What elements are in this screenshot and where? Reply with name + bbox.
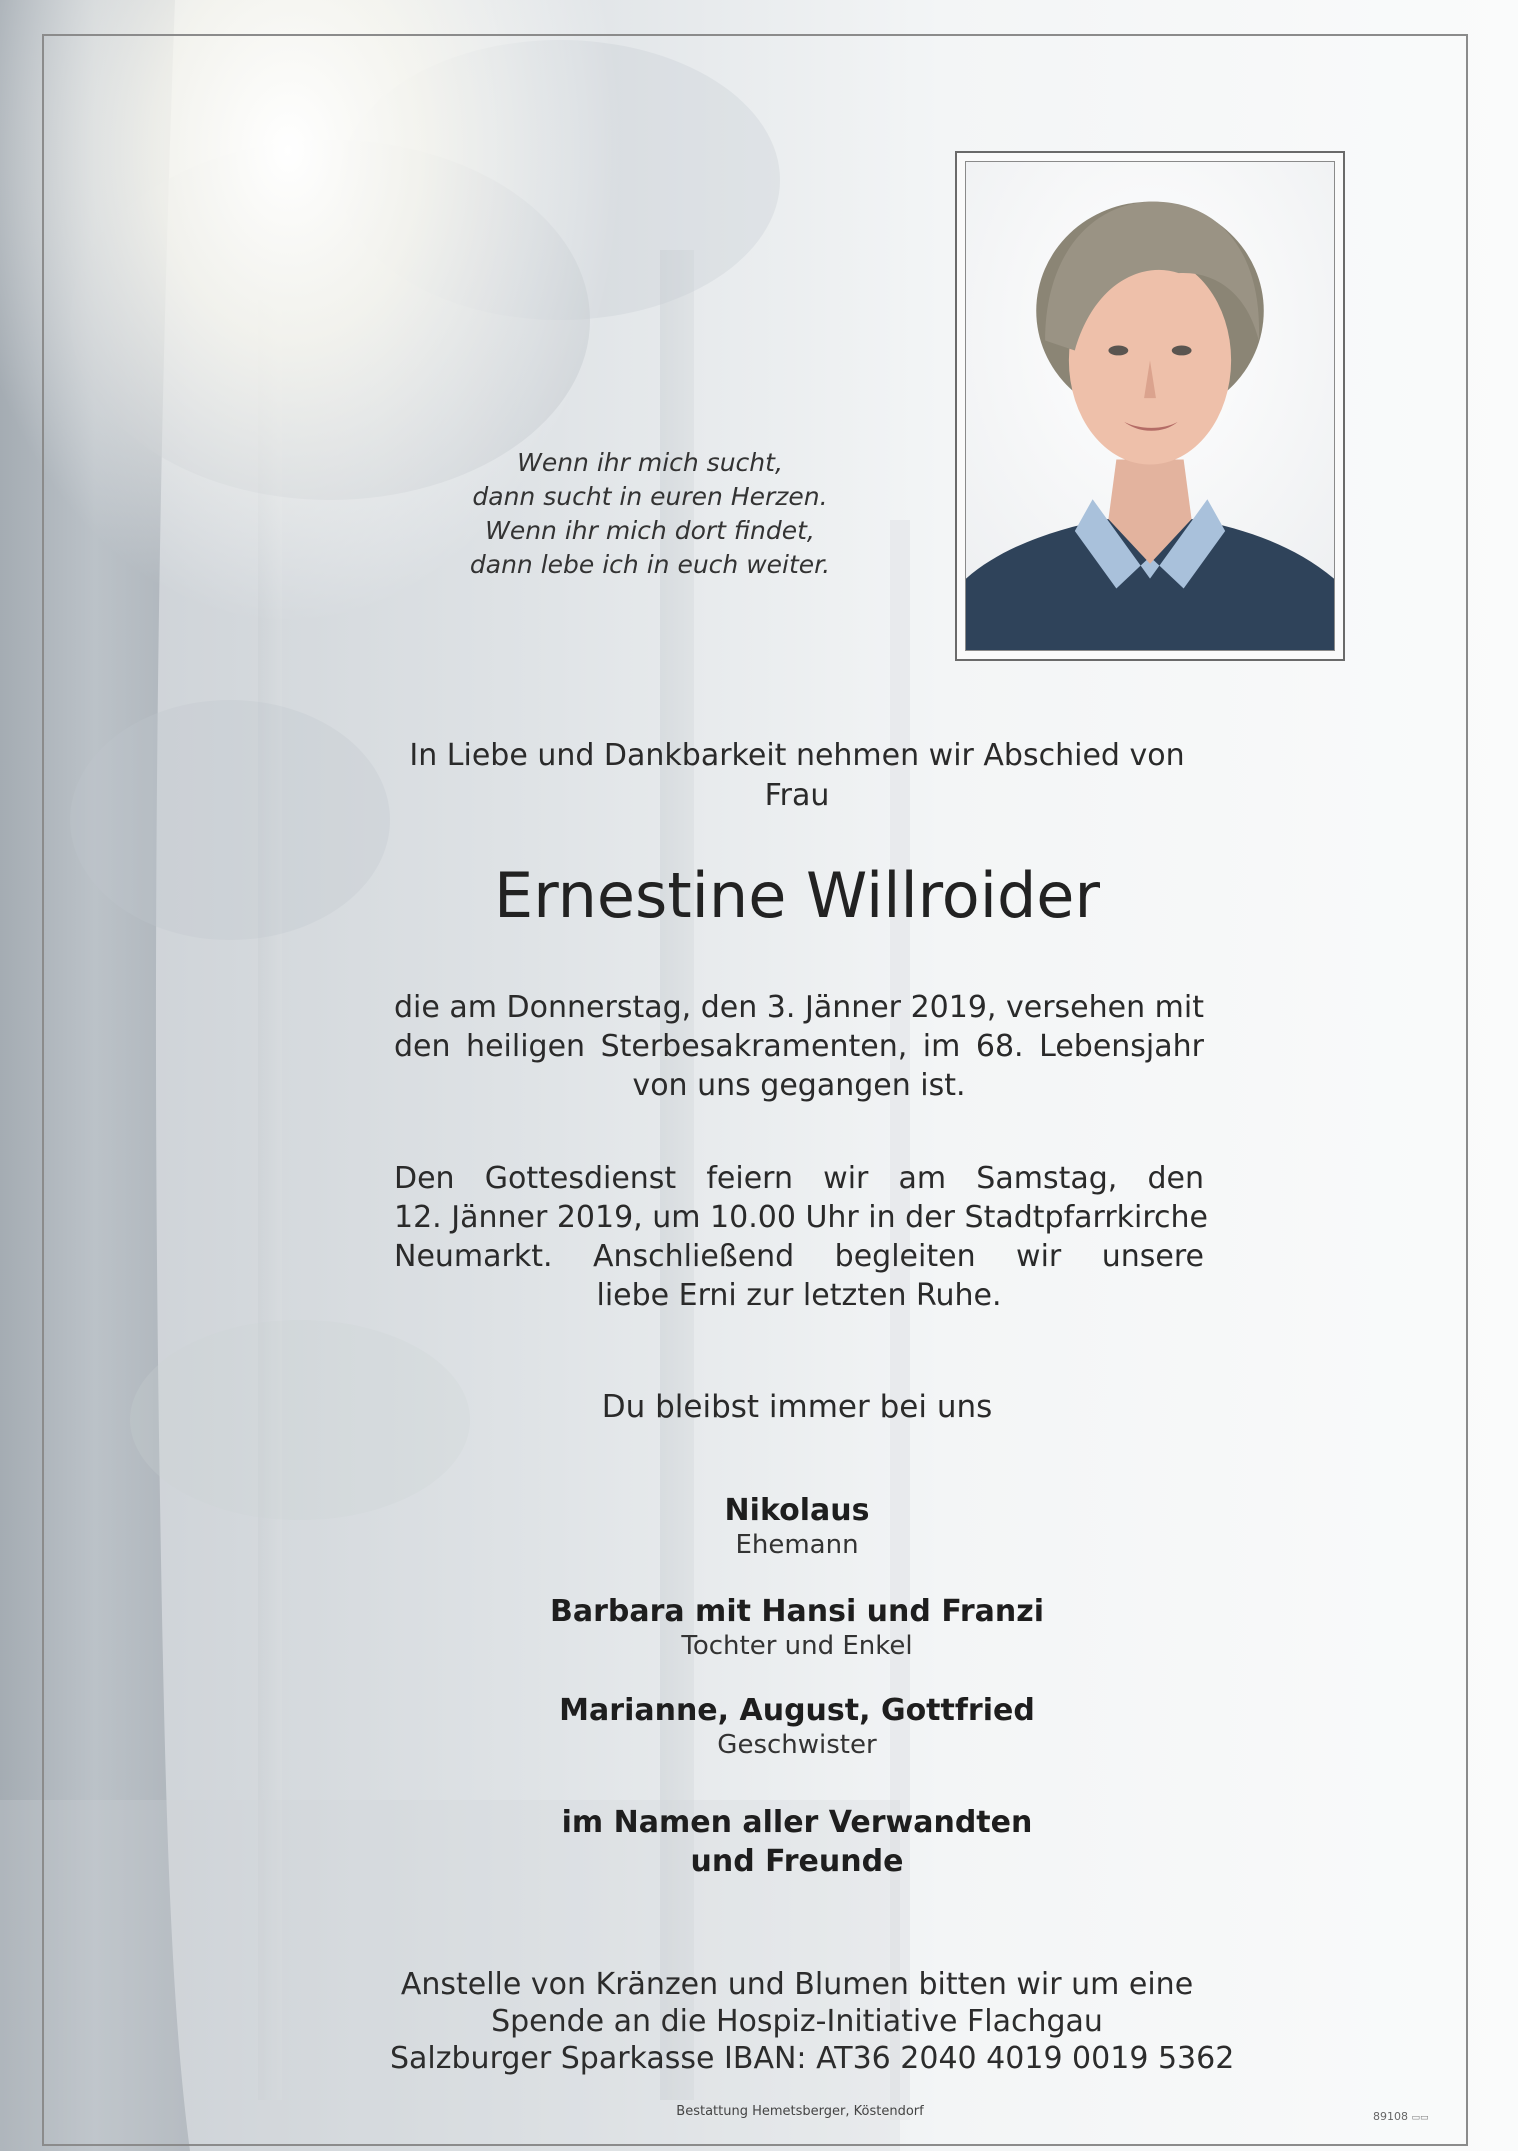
closing-sentence: Du bleibst immer bei uns <box>601 1389 993 1425</box>
mourner-entry <box>390 1594 1204 1662</box>
memorial-quote <box>420 446 880 582</box>
quote-line: dann sucht in euren Herzen. <box>472 482 828 511</box>
donation-line: Anstelle von Kränzen und Blumen bitten wir um eine <box>400 1967 1194 2002</box>
mourner-name: Barbara mit Hansi und Franzi <box>549 1594 1045 1629</box>
mourner-entry <box>390 1693 1204 1761</box>
portrait-photo <box>965 161 1335 651</box>
relatives-text: im Namen aller Verwandten <box>561 1805 1033 1840</box>
intro-line: In Liebe und Dankbarkeit nehmen wir Abschied von <box>409 738 1185 773</box>
deceased-name: Ernestine Willroider <box>494 859 1100 932</box>
mourner-entry <box>390 1493 1204 1561</box>
service-line: 12. Jänner 2019, um 10.00 Uhr in der Stadtpfarrkirche <box>394 1200 1209 1235</box>
printer-logo-icon: ▭▭ <box>1411 2113 1429 2123</box>
undertaker-credit: Bestattung Hemetsberger, Köstendorf <box>676 2104 924 2119</box>
notice-line: den heiligen Sterbesakramenten, im 68. Lebensjahr <box>394 1029 1204 1064</box>
print-code <box>1373 2110 1429 2123</box>
relatives-text: und Freunde <box>690 1844 904 1879</box>
print-code-number: 89108 <box>1373 2110 1408 2123</box>
service-line: Den Gottesdienst feiern wir am Samstag, den <box>394 1161 1204 1196</box>
donation-request <box>390 1966 1235 2077</box>
service-line: liebe Erni zur letzten Ruhe. <box>596 1278 1002 1313</box>
donation-line: Spende an die Hospiz-Initiative Flachgau <box>491 2004 1103 2039</box>
mourner-name: Nikolaus <box>724 1493 870 1528</box>
mourner-name: Marianne, August, Gottfried <box>559 1693 1035 1728</box>
notice-line: von uns gegangen ist. <box>632 1068 966 1103</box>
death-notice <box>394 988 1204 1105</box>
quote-line: dann lebe ich in euch weiter. <box>469 550 831 579</box>
portrait-frame <box>955 151 1345 661</box>
quote-line: Wenn ihr mich sucht, <box>517 448 783 477</box>
donation-iban: Salzburger Sparkasse IBAN: AT36 2040 4019 0019 5362 <box>390 2041 1235 2076</box>
farewell-intro <box>390 736 1204 816</box>
mourner-relation: Geschwister <box>717 1730 877 1760</box>
funeral-service-notice <box>394 1159 1209 1315</box>
notice-line: die am Donnerstag, den 3. Jänner 2019, versehen mit <box>394 990 1204 1025</box>
mourner-relation: Tochter und Enkel <box>681 1631 913 1661</box>
relatives-line <box>390 1803 1204 1881</box>
quote-line: Wenn ihr mich dort findet, <box>485 516 815 545</box>
intro-salutation: Frau <box>764 778 830 813</box>
service-line: Neumarkt. Anschließend begleiten wir unsere <box>394 1239 1204 1274</box>
mourner-relation: Ehemann <box>735 1530 859 1560</box>
